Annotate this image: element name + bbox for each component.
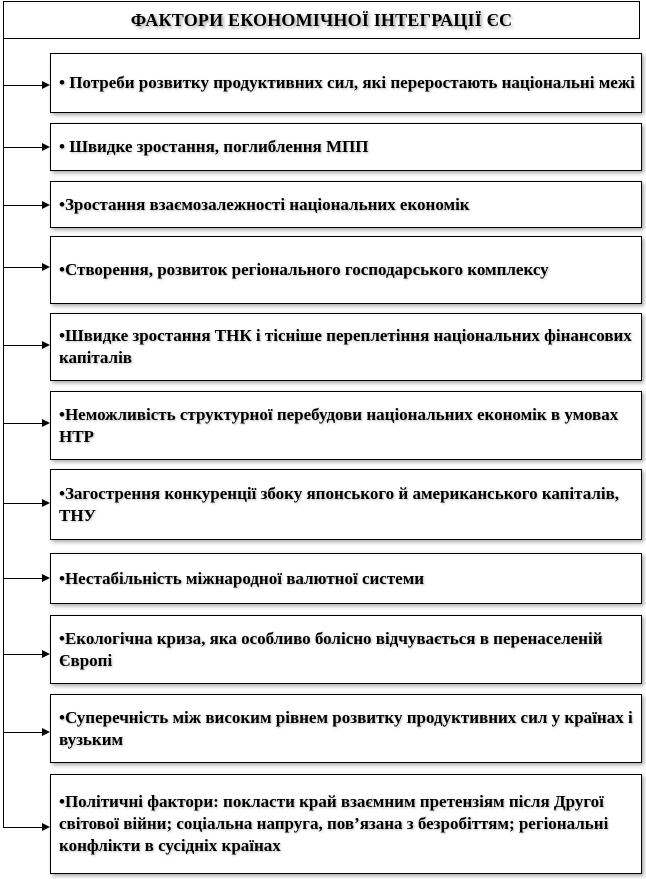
factor-box xyxy=(50,313,642,381)
diagram-title: ФАКТОРИ ЕКОНОМІЧНОЇ ІНТЕГРАЦІЇ ЄС xyxy=(3,1,640,39)
factor-text: •Неможливість структурної перебудови національних економік в умовах НТР xyxy=(59,404,619,446)
factor-text: •Політичні фактори: покласти край взаємним претензіям після Другої світової війни; соціальна напруга, пов’язана з безробіттям; регіональні конфлікти в сусідніх країнах xyxy=(59,792,609,855)
factor-text: •Екологічна криза, яка особливо болісно відчувається в перенаселеній Європі xyxy=(59,628,603,670)
factor-box xyxy=(50,615,642,684)
factor-text: •Створення, розвиток регіонального господарського комплексу xyxy=(59,260,549,279)
factor-text: • Швидке зростання, поглиблення МПП xyxy=(59,137,369,156)
factor-text: •Зростання взаємозалежності національних економік xyxy=(59,194,470,214)
connector-arrow xyxy=(3,578,43,579)
factor-text: •Нестабільність міжнародної валютної системи xyxy=(59,568,425,588)
factor-box xyxy=(50,53,642,113)
factor-box xyxy=(50,553,642,604)
factor-text: • Потреби розвитку продуктивних сил, які переростають національні межі xyxy=(59,73,635,92)
factor-text: •Швидке зростання ТНК і тісніше переплетіння національних фінансових капіталів xyxy=(59,326,632,367)
connector-arrow xyxy=(3,147,43,148)
connector-arrow xyxy=(3,423,43,424)
connector-arrow xyxy=(3,267,43,268)
factor-box xyxy=(50,181,642,228)
factor-box xyxy=(50,391,642,460)
connector-arrow xyxy=(3,503,43,504)
factor-box xyxy=(50,469,642,540)
factor-box xyxy=(50,123,642,171)
factor-box xyxy=(50,774,642,874)
factor-text: •Загострення конкуренції збоку японського й американського капіталів, ТНУ xyxy=(59,483,620,525)
connector-arrow xyxy=(3,827,43,828)
connector-arrow xyxy=(3,654,43,655)
factor-box xyxy=(50,236,642,304)
connector-arrow xyxy=(3,345,43,346)
connector-trunk xyxy=(3,39,4,828)
connector-arrow xyxy=(3,205,43,206)
connector-arrow xyxy=(3,85,43,86)
connector-arrow xyxy=(3,732,43,733)
factor-text: •Суперечність між високим рівнем розвитку продуктивних сил у країнах і вузьким xyxy=(59,707,633,749)
factor-box xyxy=(50,694,642,763)
